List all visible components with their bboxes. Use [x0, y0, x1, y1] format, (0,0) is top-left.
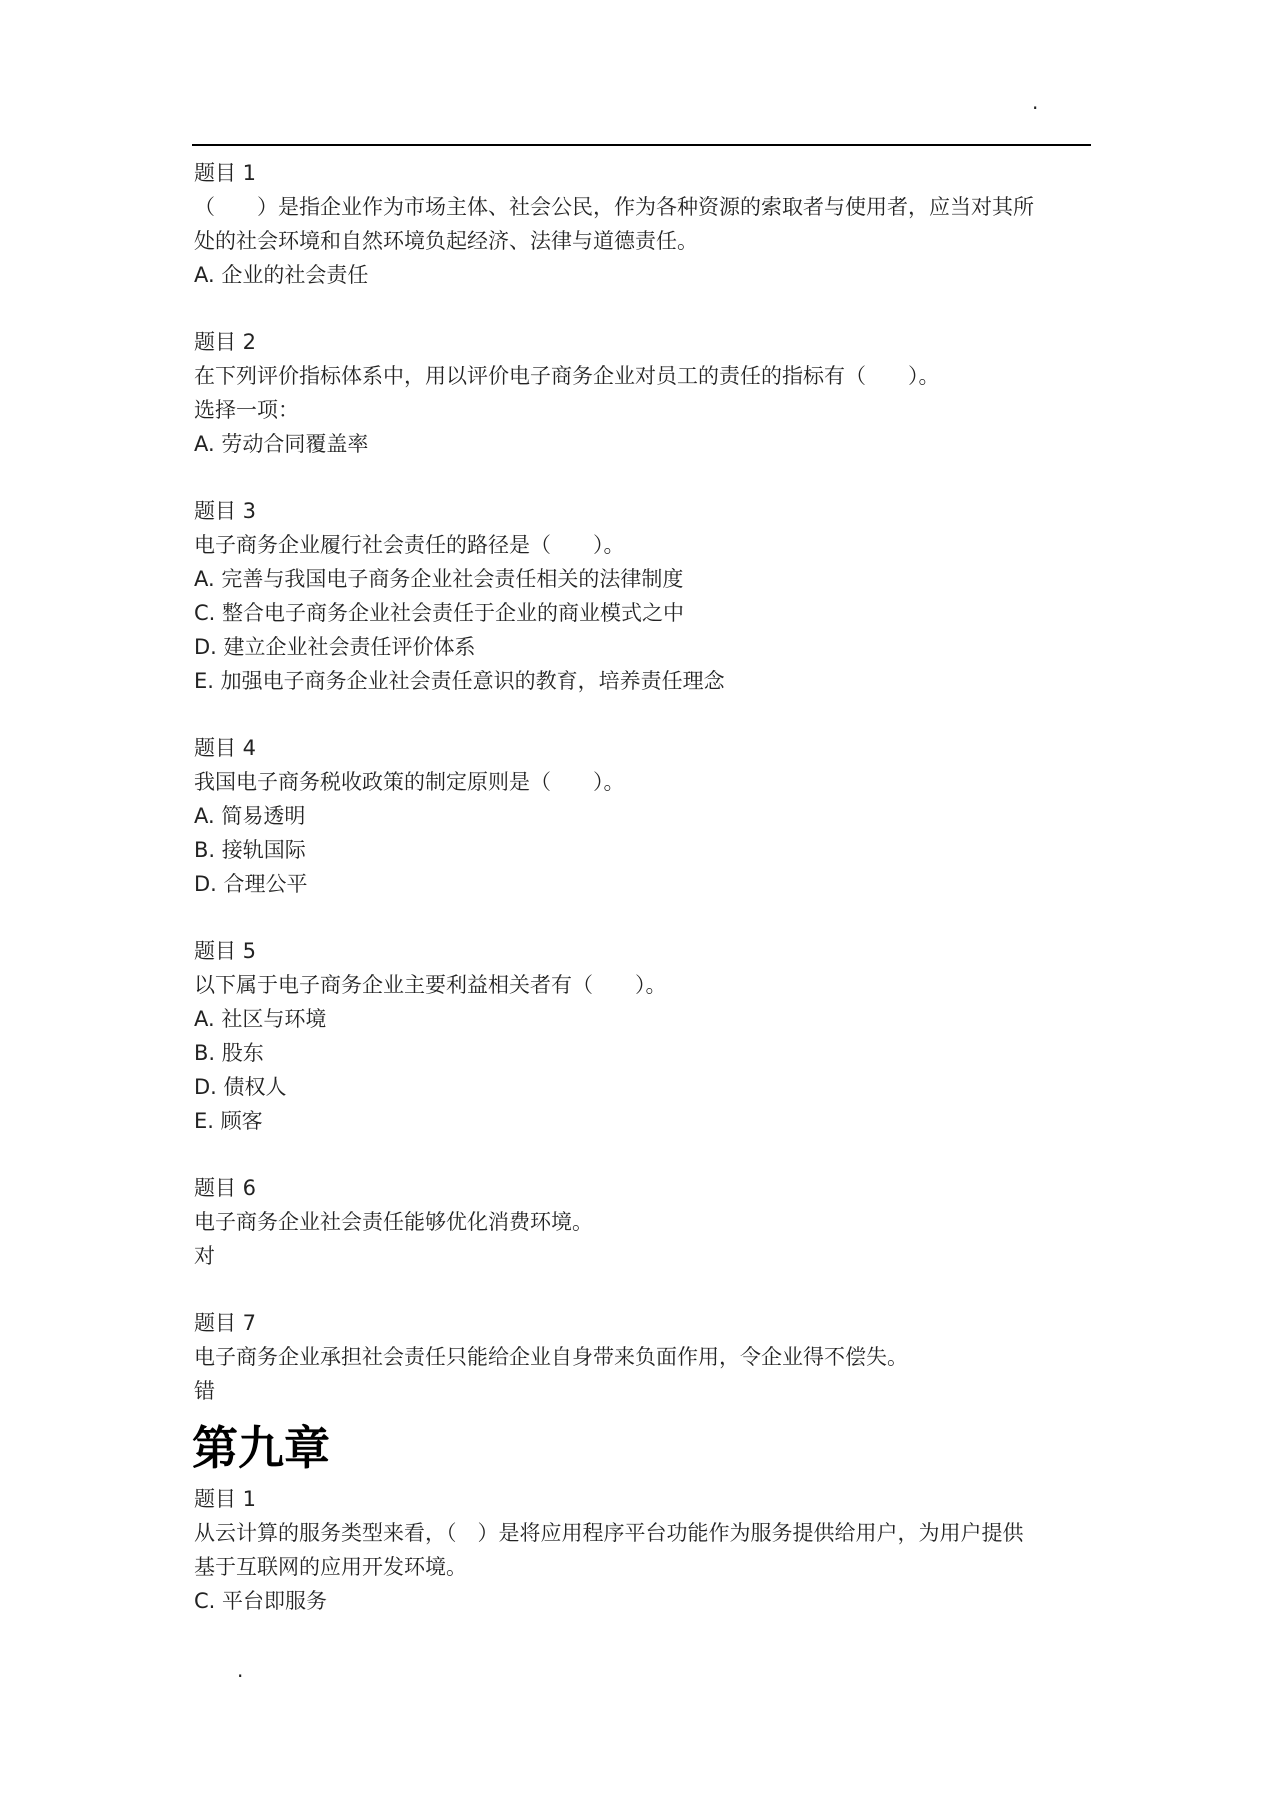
question-line: （ ）是指企业作为市场主体、社会公民，作为各种资源的索取者与使用者，应当对其所	[194, 195, 1034, 219]
question-label: 题目 2	[194, 330, 257, 354]
question-line: D. 债权人	[194, 1075, 287, 1099]
question-line: 在下列评价指标体系中，用以评价电子商务企业对员工的责任的指标有（ ）。	[194, 364, 940, 388]
question-block	[194, 934, 1094, 1138]
question-block	[194, 156, 1094, 292]
question-line: 基于互联网的应用开发环境。	[194, 1555, 467, 1579]
question-block	[194, 731, 1094, 901]
question-label: 题目 5	[194, 939, 257, 963]
chapter-title: 第九章	[192, 1421, 330, 1475]
question-line: 错	[194, 1379, 215, 1403]
question-line: 电子商务企业承担社会责任只能给企业自身带来负面作用，令企业得不偿失。	[194, 1345, 908, 1369]
block-spacer	[194, 292, 1094, 325]
question-line: A. 完善与我国电子商务企业社会责任相关的法律制度	[194, 567, 684, 591]
question-line: A. 简易透明	[194, 804, 306, 828]
question-line: 选择一项：	[194, 398, 299, 422]
question-list-after	[194, 1482, 1094, 1618]
question-line: 以下属于电子商务企业主要利益相关者有（ ）。	[194, 973, 667, 997]
question-line: E. 加强电子商务企业社会责任意识的教育，培养责任理念	[194, 669, 725, 693]
question-line: B. 接轨国际	[194, 838, 306, 862]
question-label: 题目 7	[194, 1311, 257, 1335]
question-line: D. 合理公平	[194, 872, 308, 896]
header-rule	[192, 144, 1091, 146]
block-spacer	[194, 1138, 1094, 1171]
question-label: 题目 3	[194, 499, 257, 523]
question-line: 我国电子商务税收政策的制定原则是（ ）。	[194, 770, 625, 794]
question-label: 题目 6	[194, 1176, 257, 1200]
question-block	[194, 494, 1094, 698]
question-line: A. 社区与环境	[194, 1007, 327, 1031]
question-line: 电子商务企业履行社会责任的路径是（ ）。	[194, 533, 625, 557]
header-mark: .	[1032, 90, 1039, 114]
question-line: 处的社会环境和自然环境负起经济、法律与道德责任。	[194, 229, 698, 253]
question-line: B. 股东	[194, 1041, 264, 1065]
block-spacer	[194, 901, 1094, 934]
block-spacer	[194, 1273, 1094, 1306]
question-label: 题目 1	[194, 1487, 257, 1511]
question-line: 电子商务企业社会责任能够优化消费环境。	[194, 1210, 593, 1234]
block-spacer	[194, 461, 1094, 494]
question-line: C. 平台即服务	[194, 1589, 328, 1613]
document-body	[194, 156, 1094, 1618]
block-spacer	[194, 698, 1094, 731]
question-block	[194, 1171, 1094, 1273]
footer-mark: .	[237, 1658, 244, 1682]
question-label: 题目 1	[194, 161, 257, 185]
question-line: A. 企业的社会责任	[194, 263, 369, 287]
question-line: 对	[194, 1244, 215, 1268]
question-line: C. 整合电子商务企业社会责任于企业的商业模式之中	[194, 601, 685, 625]
question-block	[194, 325, 1094, 461]
question-line: A. 劳动合同覆盖率	[194, 432, 369, 456]
question-line: 从云计算的服务类型来看，（ ）是将应用程序平台功能作为服务提供给用户，为用户提供	[194, 1521, 1024, 1545]
question-list-before	[194, 156, 1094, 1408]
question-label: 题目 4	[194, 736, 257, 760]
question-line: D. 建立企业社会责任评价体系	[194, 635, 476, 659]
question-line: E. 顾客	[194, 1109, 263, 1133]
question-block	[194, 1306, 1094, 1408]
question-block	[194, 1482, 1094, 1618]
